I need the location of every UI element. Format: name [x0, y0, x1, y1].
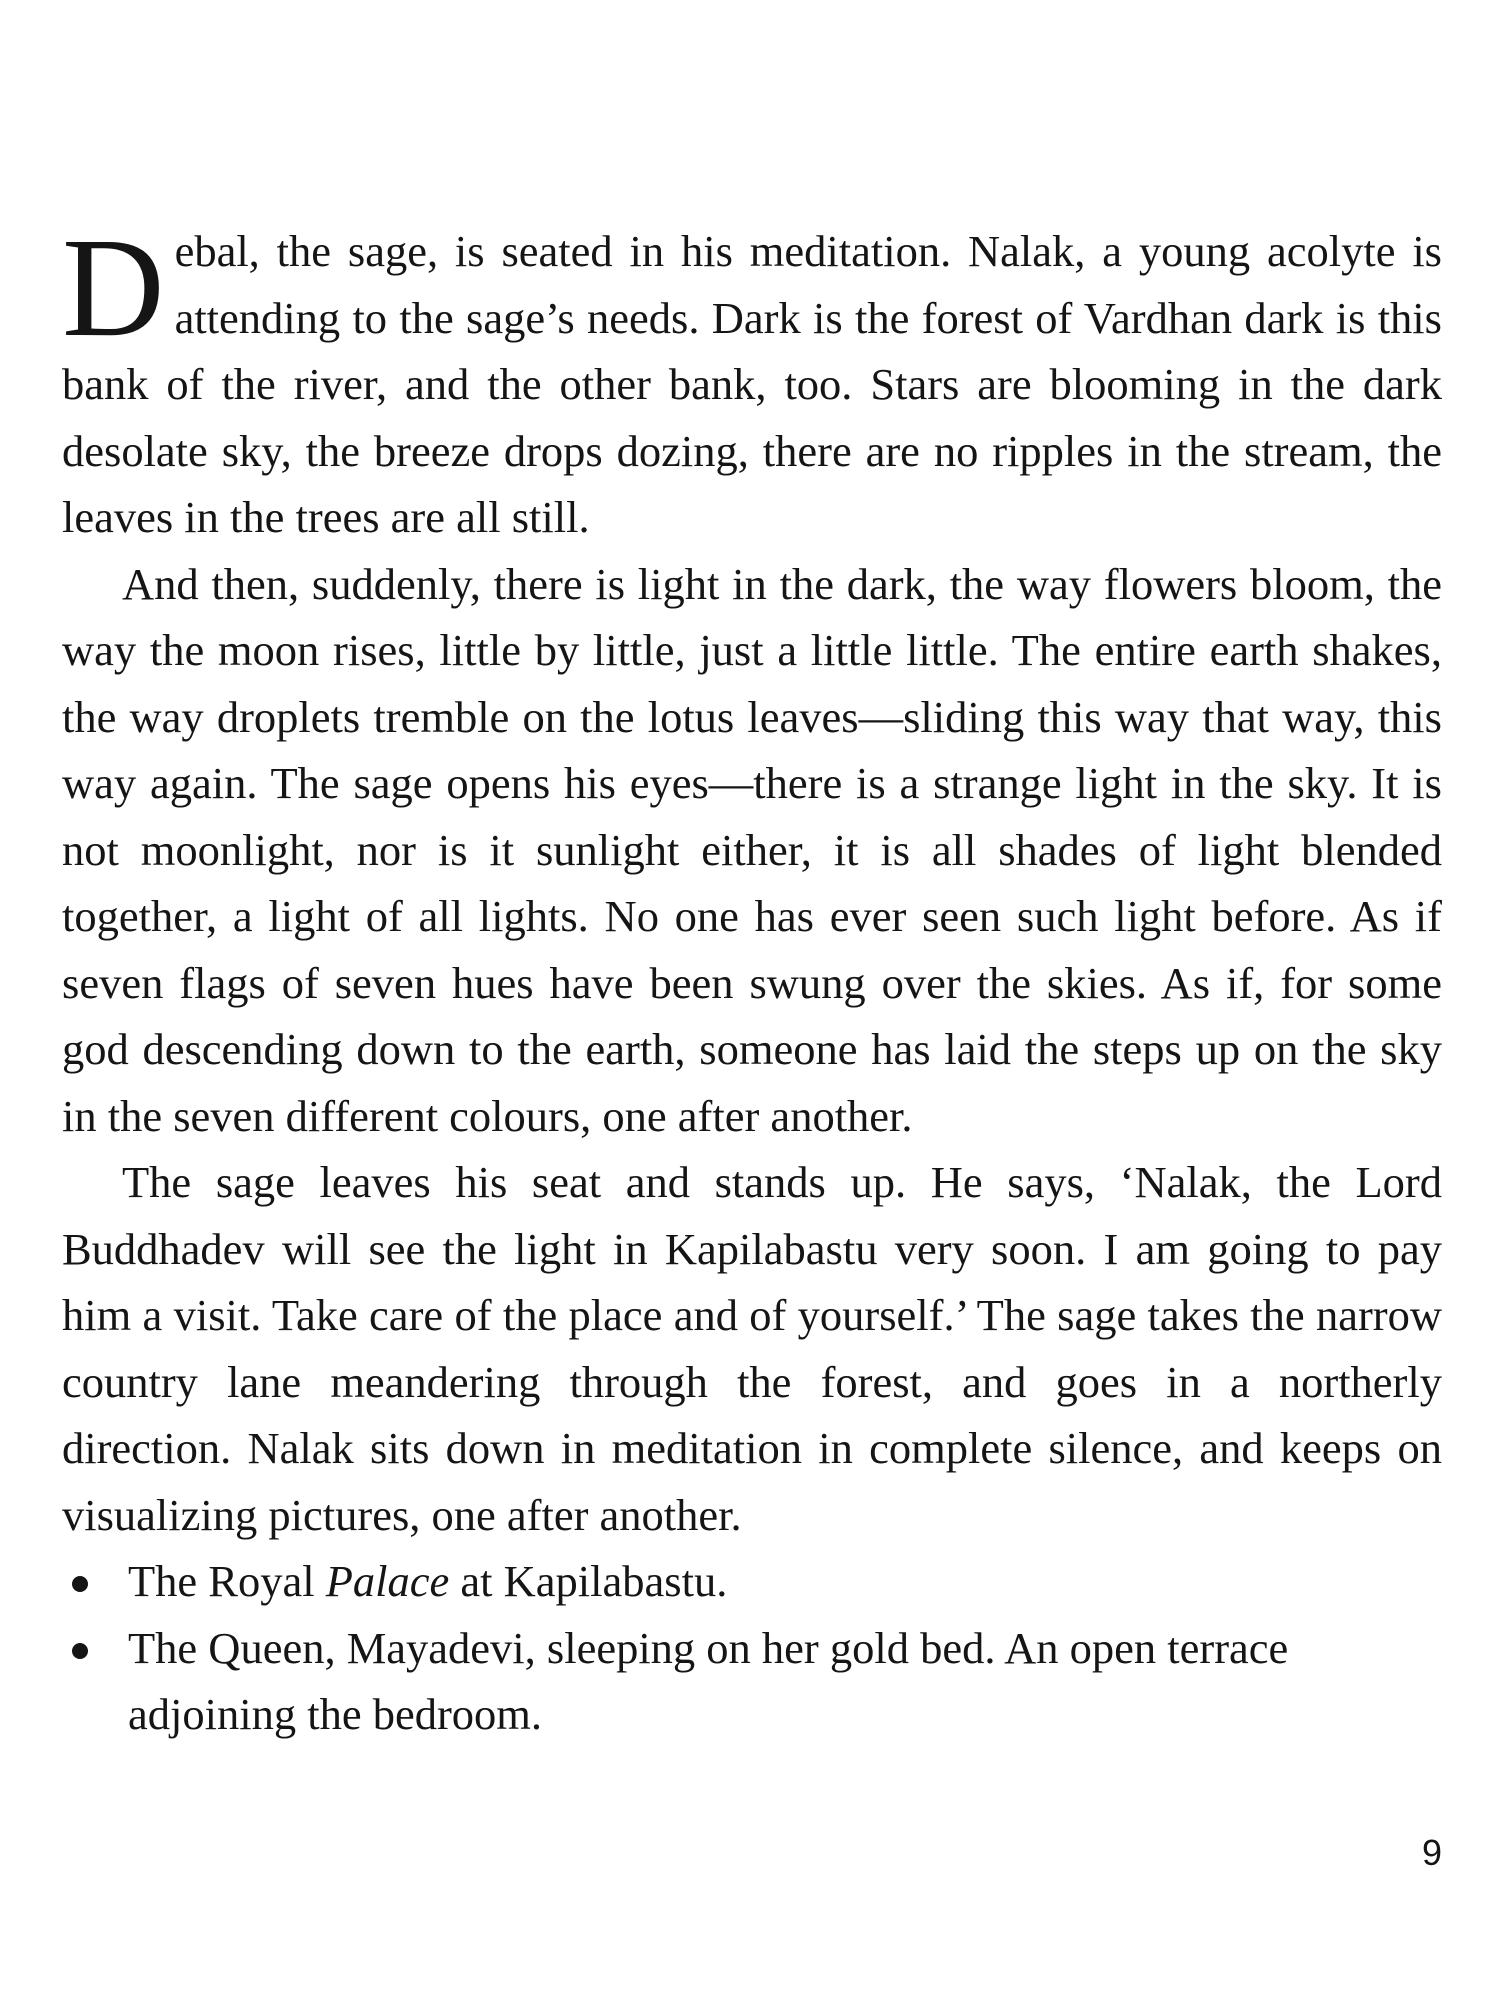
bullet-1-before: The Royal [128, 1556, 326, 1606]
paragraph-1 [62, 208, 1442, 551]
bullet-dot-icon [72, 1643, 88, 1659]
bullet-list [62, 1548, 1442, 1748]
list-item [62, 1548, 1442, 1615]
paragraph-2: And then, suddenly, there is light in the dark, the way flowers bloom, the way the moon rises, little by little, just a little little. The entire earth shakes, the way droplets tremble on the lotus leaves—sliding this way that way, this way again. The sage opens his eyes—there is a strange light in the sky. It is not moonlight, nor is it sunlight either, it is all shades of light blended together, a light of all lights. No one has ever seen such light before. As if seven flags of seven hues have been swung over the skies. As if, for some god descending down to the earth, someone has laid the steps up on the sky in the seven different colours, one after another. [62, 558, 1442, 1141]
list-item [62, 1615, 1442, 1748]
page-number: 9 [1421, 1832, 1442, 1873]
drop-cap: D [62, 208, 165, 366]
paragraph-3: The sage leaves his seat and stands up. He says, ‘Nalak, the Lord Buddhadev will see the light in Kapilabastu very soon. I am going to pay him a visit. Take care of the place and of yourself.’ The sage takes the narrow country lane meandering through the forest, and goes in a northerly direction. Nalak sits down in meditation in complete silence, and keeps on visualizing pictures, one after another. [62, 1157, 1442, 1540]
bullet-1-italic: Palace [325, 1556, 450, 1606]
body-text [62, 208, 1442, 1748]
bullet-2-text: The Queen, Mayadevi, sleeping on her gold bed. An open terrace adjoining the bedroom. [128, 1622, 1289, 1739]
bullet-dot-icon [72, 1576, 88, 1592]
bullet-1-after: at Kapilabastu. [449, 1556, 728, 1606]
paragraph-1-text: ebal, the sage, is seated in his meditation. Nalak, a young acolyte is attending to the sage’s needs. Dark is the forest of Vardhan dark is this bank of the river, and the other bank, too. Stars are blooming in the dark desolate sky, the breeze drops dozing, there are no ripples in the stream, the leaves in the trees are all still. [62, 226, 1442, 542]
